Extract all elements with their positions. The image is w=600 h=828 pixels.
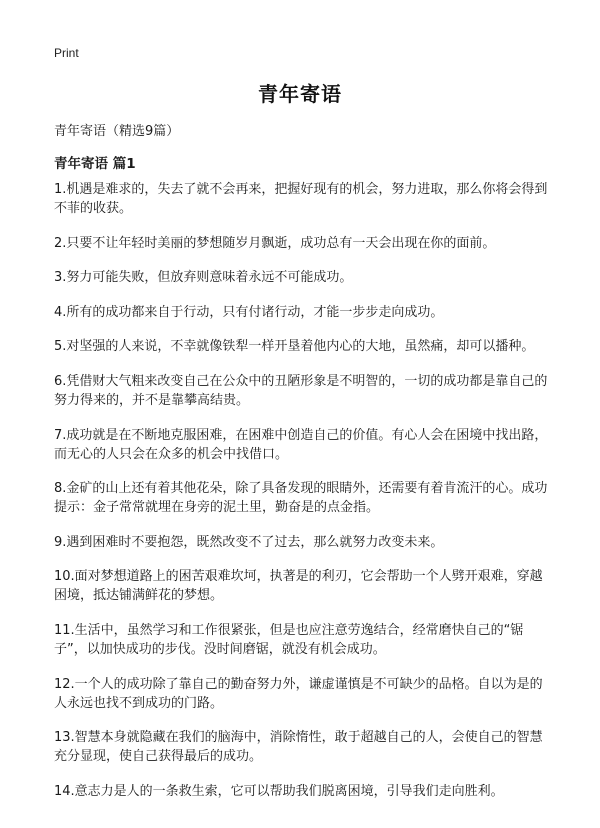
list-item: 1.机遇是难求的，失去了就不会再来，把握好现有的机会，努力进取，那么你将会得到不菲的收获。 <box>54 182 548 216</box>
document-subtitle: 青年寄语（精选9篇） <box>54 124 180 139</box>
list-item: 11.生活中，虽然学习和工作很紧张，但是也应注意劳逸结合，经常磨快自己的“锯子”，以加快成功的步伐。没时间磨锯，就没有机会成功。 <box>54 622 524 657</box>
quote-list <box>54 180 548 816</box>
list-item: 14.意志力是人的一条救生索，它可以帮助我们脱离困境，引导我们走向胜利。 <box>54 783 504 799</box>
list-item: 2.只要不让年轻时美丽的梦想随岁月飘逝，成功总有一天会出现在你的面前。 <box>54 235 496 251</box>
list-item: 13.智慧本身就隐藏在我们的脑海中，消除惰性，敢于超越自己的人，会使自己的智慧充分显现，使自己获得最后的成功。 <box>54 730 543 765</box>
print-label: Print <box>54 46 79 60</box>
list-item: 7.成功就是在不断地克服困难，在困难中创造自己的价值。有心人会在困境中找出路，而无心的人只会在众多的机会中找借口。 <box>54 427 548 462</box>
list-item: 12.一个人的成功除了靠自己的勤奋努力外，谦虚谨慎是不可缺少的品格。自以为是的人永远也找不到成功的门路。 <box>54 676 543 711</box>
list-item: 10.面对梦想道路上的困苦艰难坎坷，执著是的利刃，它会帮助一个人劈开艰难，穿越困境，抵达铺满鲜花的梦想。 <box>54 569 543 604</box>
page-title: 青年寄语 <box>258 82 342 106</box>
list-item: 4.所有的成功都来自于行动，只有付诸行动，才能一步步走向成功。 <box>54 304 444 320</box>
list-item: 9.遇到困难时不要抱怨，既然改变不了过去，那么就努力改变未来。 <box>54 534 444 550</box>
list-item: 3.努力可能失败，但放弃则意味着永远不可能成功。 <box>54 270 353 286</box>
list-item: 8.金矿的山上还有着其他花朵，除了具备发现的眼睛外，还需要有着肯流汗的心。成功提示：金子常常就埋在身旁的泥土里，勤奋是的点金指。 <box>54 481 548 516</box>
section-heading: 青年寄语 篇1 <box>54 156 136 172</box>
list-item: 5.对坚强的人来说，不幸就像铁犁一样开垦着他内心的大地，虽然痛，却可以播种。 <box>54 339 535 355</box>
list-item: 6.凭借财大气粗来改变自己在公众中的丑陋形象是不明智的，一切的成功都是靠自己的努力得来的，并不是靠攀高结贵。 <box>54 373 548 408</box>
